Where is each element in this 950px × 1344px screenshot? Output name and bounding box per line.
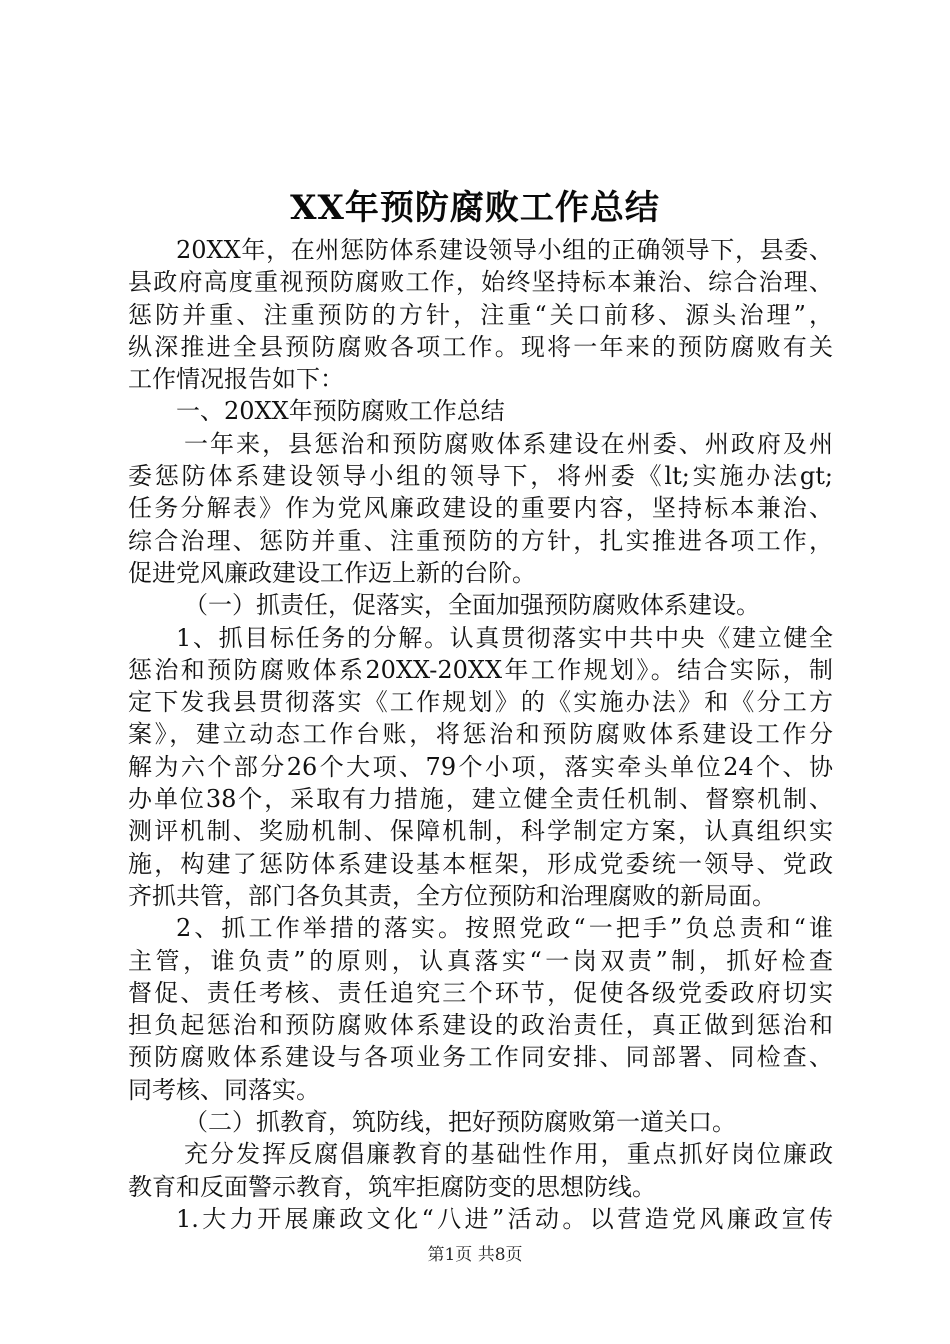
text-line: 案》，建立动态工作台账，将惩治和预防腐败体系建设工作分: [128, 720, 833, 749]
text-line: 施，构建了惩防体系建设基本框架，形成党委统一领导、党政: [128, 849, 833, 878]
text-line: 惩防并重、注重预防的方针，注重“关口前移、源头治理”，: [128, 300, 833, 329]
text-line: 测评机制、奖励机制、保障机制，科学制定方案，认真组织实: [128, 817, 833, 846]
text-line: 解为六个部分26个大项、79个小项，落实牵头单位24个、协: [128, 752, 833, 781]
text-line: 齐抓共管，部门各负其责，全方位预防和治理腐败的新局面。: [128, 881, 776, 910]
text-line: 定下发我县贯彻落实《工作规划》的《实施办法》和《分工方: [128, 688, 833, 717]
text-line: 促进党风廉政建设工作迈上新的台阶。: [128, 558, 536, 587]
text-line: 同考核、同落实。: [128, 1075, 320, 1104]
subsection-heading: （二）抓教育，筑防线，把好预防腐败第一道关口。: [184, 1108, 736, 1137]
text-line: 督促、责任考核、责任追究三个环节，促使各级党委政府切实: [128, 978, 833, 1007]
text-line: 委惩防体系建设领导小组的领导下，将州委《lt;实施办法gt;: [128, 462, 833, 491]
document-title: XX年预防腐败工作总结: [290, 188, 660, 228]
text-line: 1、抓目标任务的分解。认真贯彻落实中共中央《建立健全: [176, 623, 833, 652]
text-line: 办单位38个，采取有力措施，建立健全责任机制、督察机制、: [128, 785, 833, 814]
page-footer: 第1页 共8页: [427, 1245, 523, 1265]
subsection-heading: （一）抓责任，促落实，全面加强预防腐败体系建设。: [184, 591, 760, 620]
text-line: 县政府高度重视预防腐败工作，始终坚持标本兼治、综合治理、: [128, 268, 833, 297]
text-line: 担负起惩治和预防腐败体系建设的政治责任，真正做到惩治和: [128, 1011, 833, 1040]
text-line: 预防腐败体系建设与各项业务工作同安排、同部署、同检查、: [128, 1043, 833, 1072]
text-line: 任务分解表》作为党风廉政建设的重要内容，坚持标本兼治、: [128, 494, 833, 523]
section-heading: 一、20XX年预防腐败工作总结: [176, 397, 505, 426]
text-line: 工作情况报告如下：: [128, 365, 344, 394]
text-line: 综合治理、惩防并重、注重预防的方针，扎实推进各项工作，: [128, 526, 833, 555]
text-line: 惩治和预防腐败体系20XX-20XX年工作规划》。结合实际，制: [128, 655, 833, 684]
text-line: 纵深推进全县预防腐败各项工作。现将一年来的预防腐败有关: [128, 332, 833, 361]
text-line: 1.大力开展廉政文化“八进”活动。以营造党风廉政宣传: [176, 1204, 833, 1233]
text-line: 20XX年，在州惩防体系建设领导小组的正确领导下，县委、: [176, 236, 833, 264]
text-line: 教育和反面警示教育，筑牢拒腐防变的思想防线。: [128, 1172, 656, 1201]
text-line: 充分发挥反腐倡廉教育的基础性作用，重点抓好岗位廉政: [184, 1140, 833, 1169]
text-line: 2、抓工作举措的落实。按照党政“一把手”负总责和“谁: [176, 914, 833, 943]
text-line: 主管，谁负责”的原则，认真落实“一岗双责”制，抓好检查: [128, 946, 833, 975]
text-line: 一年来，县惩治和预防腐败体系建设在州委、州政府及州: [184, 429, 833, 458]
document-body: [128, 234, 833, 1235]
